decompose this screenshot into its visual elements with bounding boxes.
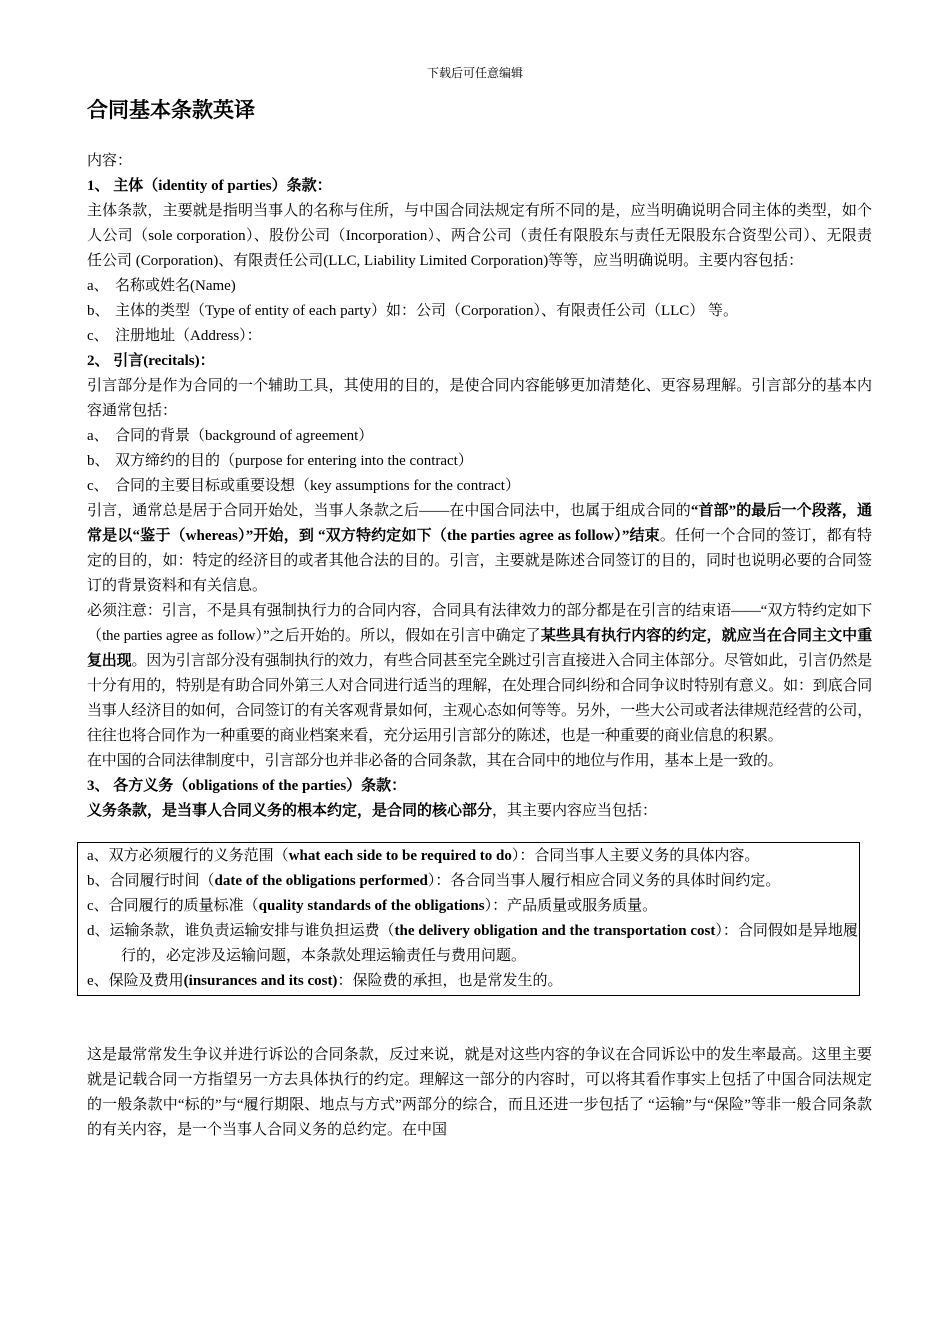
section-1-item-c: c、 注册地址（Address）：	[87, 328, 262, 344]
section-2-item-b: b、 双方缔约的目的（purpose for entering into the contract）	[87, 453, 473, 469]
section-1-heading: 1、 主体（identity of parties）条款：	[87, 178, 332, 194]
page-header: 下载后可任意编辑	[426, 66, 523, 80]
section-2-heading: 2、 引言(recitals)：	[87, 353, 215, 369]
section-1-item-a: a、 名称或姓名(Name)	[87, 278, 236, 294]
document-title: 合同基本条款英译	[87, 98, 255, 122]
section-3-heading: 3、 各方义务（obligations of the parties）条款：	[87, 778, 407, 794]
obligation-item-d: d、运输条款，谁负责运输安排与谁负担运费（the delivery obligation and the transportation cost）：合同假如是异地履行的，必定涉及运输问题，本条款处理运输责任与费用问题。	[87, 923, 858, 964]
section-3-after-paragraph: 这是最常常发生争议并进行诉讼的合同条款，反过来说，就是对这些内容的争议在合同诉讼中的发生率最高。这里主要就是记载合同一方指望另一方去具体执行的约定。理解这一部分的内容时，可以将其看作事实上包括了中国合同法规定的一般条款中“标的”与“履行期限、地点与方式”两部分的综合，而且还进一步包括了 “运输”与“保险”等非一般合同条款的有关内容，是一个当事人合同义务的总约定。在中国	[87, 1047, 872, 1138]
section-1-item-b: b、 主体的类型（Type of entity of each party）如：公司（Corporation）、有限责任公司（LLC） 等。	[87, 303, 739, 319]
obligation-item-c: c、合同履行的质量标准（quality standards of the obligations）：产品质量或服务质量。	[87, 898, 658, 914]
section-2-item-c: c、 合同的主要目标或重要设想（key assumptions for the contract）	[87, 478, 520, 494]
section-2-recital-position-paragraph: 引言，通常总是居于合同开始处，当事人条款之后——在中国合同法中，也属于组成合同的“首部”的最后一个段落，通常是以“鉴于（whereas）”开始，到 “双方特约定如下（the parties agree as follow）”结束。任何一个合同的签订，都有特定的目的，如：特定的经济目的或者其他合法的目的。引言，主要就是陈述合同签订的目的，同时也说明必要的合同签订的背景资料和有关信息。	[87, 503, 872, 594]
section-3-lead: 义务条款，是当事人合同义务的根本约定，是合同的核心部分，其主要内容应当包括：	[87, 803, 658, 819]
section-2-notice-paragraph: 必须注意：引言，不是具有强制执行力的合同内容，合同具有法律效力的部分都是在引言的结束语——“双方特约定如下（the parties agree as follow）”之后开始的。所以，假如在引言中确定了某些具有执行内容的约定，就应当在合同主文中重复出现。因为引言部分没有强制执行的效力，有些合同甚至完全跳过引言直接进入合同主体部分。尽管如此，引言仍然是十分有用的，特别是有助合同外第三人对合同进行适当的理解，在处理合同纠纷和合同争议时特别有意义。如：到底合同当事人经济目的如何，合同签订的有关客观背景如何，主观心态如何等等。另外，一些大公司或者法律规范经营的公司，往往也将合同作为一种重要的商业档案来看，充分运用引言部分的陈述，也是一种重要的商业信息的积累。	[87, 603, 872, 744]
section-2-china-paragraph: 在中国的合同法律制度中，引言部分也并非必备的合同条款，其在合同中的地位与作用，基本上是一致的。	[87, 753, 783, 769]
document-body	[87, 96, 872, 1143]
section-2-paragraph: 引言部分是作为合同的一个辅助工具，其使用的目的，是使合同内容能够更加清楚化、更容易理解。引言部分的基本内容通常包括：	[87, 378, 872, 419]
obligation-item-e: e、保险及费用(insurances and its cost)：保险费的承担，也是常发生的。	[87, 973, 563, 989]
obligation-item-b: b、合同履行时间（date of the obligations performed）：各合同当事人履行相应合同义务的具体时间约定。	[87, 873, 781, 889]
intro-label: 内容：	[87, 153, 133, 169]
obligations-box	[77, 842, 860, 996]
obligation-item-a: a、双方必须履行的义务范围（what each side to be required to do）：合同当事人主要义务的具体内容。	[87, 848, 760, 864]
section-2-item-a: a、 合同的背景（background of agreement）	[87, 428, 374, 444]
section-1-paragraph: 主体条款，主要就是指明当事人的名称与住所，与中国合同法规定有所不同的是，应当明确说明合同主体的类型，如个人公司（sole corporation）、股份公司（Incorporation）、两合公司（责任有限股东与责任无限股东合资型公司）、无限责任公司 (Corporation)、有限责任公司(LLC, Liability Limited Corporation)等等，应当明确说明。主要内容包括：	[87, 203, 872, 269]
